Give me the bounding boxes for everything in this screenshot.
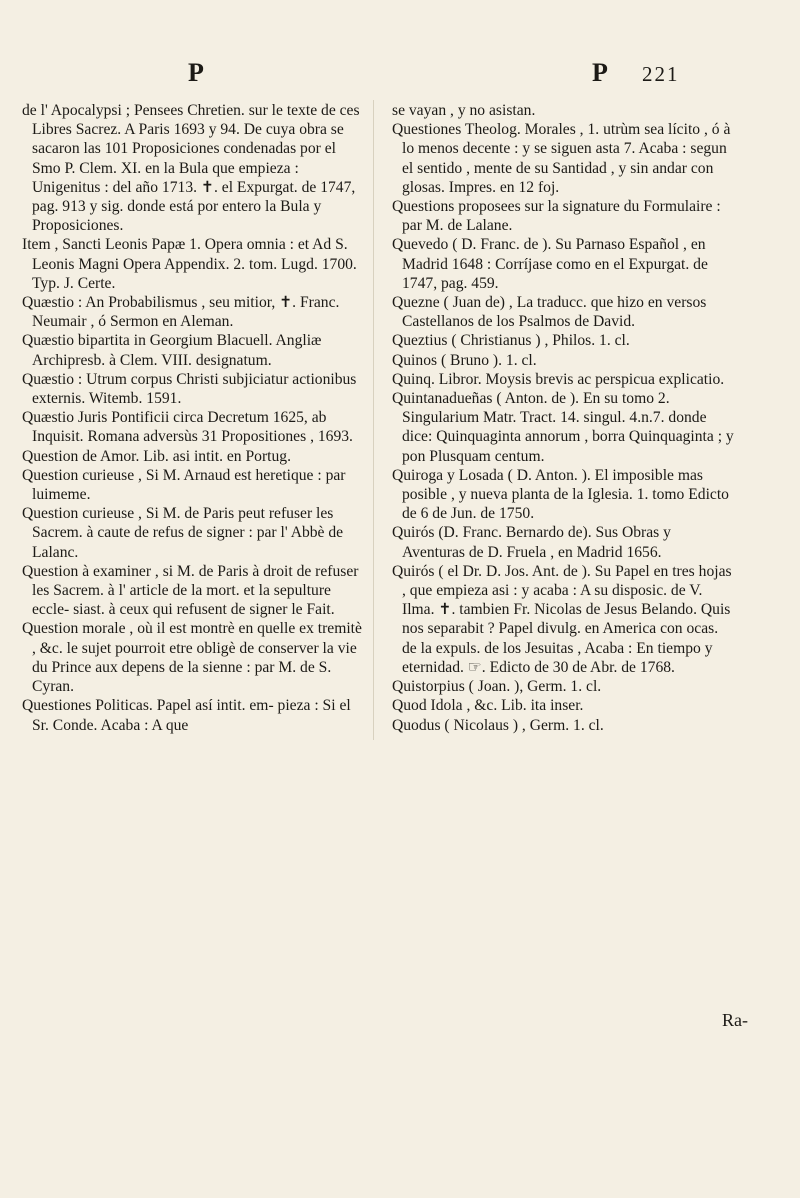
- bibliography-entry: Quirós (D. Franc. Bernardo de). Sus Obras y Aventuras de D. Fruela , en Madrid 1656.: [392, 524, 671, 561]
- bibliography-entry: Quiroga y Losada ( D. Anton. ). El imposible mas posible , y nueva planta de la Iglesia. 1. tomo Edicto de 6 de Jun. de 1750.: [392, 466, 729, 523]
- bibliography-entry: de l' Apocalypsi ; Pensees Chretien. sur le texte de ces Libres Sacrez. A Paris 1693 y 94. De cuya obra se sacaron las 101 Proposiciones condenadas por el Smo P. Clem. XI. en la Bula que empieza : Unigenitus : del año 1713. ✝. el Expurgat. de 1747, pag. 913 y sig. donde está por entero la Bula y Proposiciones.: [22, 102, 360, 235]
- bibliography-entry: Item , Sancti Leonis Papæ 1. Opera omnia : et Ad S. Leonis Magni Opera Appendix. 2. tom. Lugd. 1700. Typ. J. Certe.: [22, 236, 357, 292]
- bibliography-entry: Quæstio bipartita in Georgium Blacuell. Angliæ Archipresb. à Clem. VIII. designatum.: [22, 332, 322, 369]
- bibliography-entry: Quod Idola , &c. Lib. ita inser.: [392, 697, 584, 715]
- bibliography-entry: Quevedo ( D. Franc. de ). Su Parnaso Español , en Madrid 1648 : Corríjase como en el Expurgat. de 1747, pag. 459.: [392, 236, 708, 292]
- bibliography-entry: Quinq. Libror. Moysis brevis ac perspicua explicatio.: [392, 370, 725, 388]
- bibliography-entry: Question morale , où il est montrè en quelle ex tremitè , &c. le sujet pourroit etre obligè de conserver la vie du Prince aux depens de la sienne : par M. de S. Cyran.: [22, 620, 362, 696]
- bibliography-entry: Quezne ( Juan de) , La traducc. que hizo en versos Castellanos de los Psalmos de David.: [392, 294, 707, 331]
- right-column: [392, 101, 734, 735]
- running-head-right: P: [592, 58, 610, 87]
- bibliography-entry: Questiones Theolog. Morales , 1. utrùm sea lícito , ó à lo menos decente : y se siguen asta 7. Acaba : segun el sentido , mente de su Santidad , y sin andar con glosas. Impres. en 12 foj.: [392, 121, 731, 196]
- bibliography-entry: Questions proposees sur la signature du Formulaire : par M. de Lalane.: [392, 198, 721, 235]
- bibliography-entry: Quæstio : An Probabilismus , seu mitior, ✝. Franc. Neumair , ó Sermon en Aleman.: [22, 294, 340, 331]
- running-head-left: P: [188, 58, 206, 87]
- bibliography-entry: Quistorpius ( Joan. ), Germ. 1. cl.: [392, 678, 602, 696]
- bibliography-entry: Quinos ( Bruno ). 1. cl.: [392, 351, 537, 369]
- bibliography-entry: Question à examiner , si M. de Paris à droit de refuser les Sacrem. à l' article de la mort. et la sepulture eccle- siast. à ceux qui refusent de signer le Fait.: [22, 562, 359, 619]
- bibliography-entry: Quodus ( Nicolaus ) , Germ. 1. cl.: [392, 716, 604, 734]
- bibliography-entry: Questiones Politicas. Papel así intit. em- pieza : Si el Sr. Conde. Acaba : A que: [22, 697, 351, 734]
- catchword: Ra-: [722, 1010, 748, 1030]
- bibliography-entry: Quirós ( el Dr. D. Jos. Ant. de ). Su Papel en tres hojas , que empieza asi : y acaba : A su disposic. de V. Ilma. ✝. tambien Fr. Nicolas de Jesus Belando. Quis nos separabit ? Papel divulg. en America con ocas. de la expuls. de los Jesuitas , Acaba : En tiempo y eternidad. ☞. Edicto de 30 de Abr. de 1768.: [392, 562, 732, 676]
- bibliography-entry: Question de Amor. Lib. asi intit. en Portug.: [22, 447, 291, 465]
- left-column: [22, 101, 362, 735]
- bibliography-entry: Queztius ( Christianus ) , Philos. 1. cl.: [392, 332, 630, 350]
- bibliography-entry: Question curieuse , Si M. Arnaud est heretique : par luimeme.: [22, 466, 346, 504]
- bibliography-entry: Quæstio Juris Pontificii circa Decretum 1625, ab Inquisit. Romana adversùs 31 Propositiones , 1693.: [22, 409, 353, 446]
- page-number: 221: [642, 62, 680, 86]
- column-divider: [373, 100, 374, 740]
- bibliography-entry: Question curieuse , Si M. de Paris peut refuser les Sacrem. à caute de refus de signer : par l' Abbè de Lalanc.: [22, 505, 344, 561]
- bibliography-entry: Quintanadueñas ( Anton. de ). En su tomo 2. Singularium Matr. Tract. 14. singul. 4.n.7. donde dice: Quinquaginta annorum , borra Quinquaginta ; y pon Plusquam centum.: [392, 390, 734, 465]
- bibliography-entry: se vayan , y no asistan.: [392, 102, 536, 119]
- bibliography-entry: Quæstio : Utrum corpus Christi subjiciatur actionibus externis. Witemb. 1591.: [22, 370, 357, 408]
